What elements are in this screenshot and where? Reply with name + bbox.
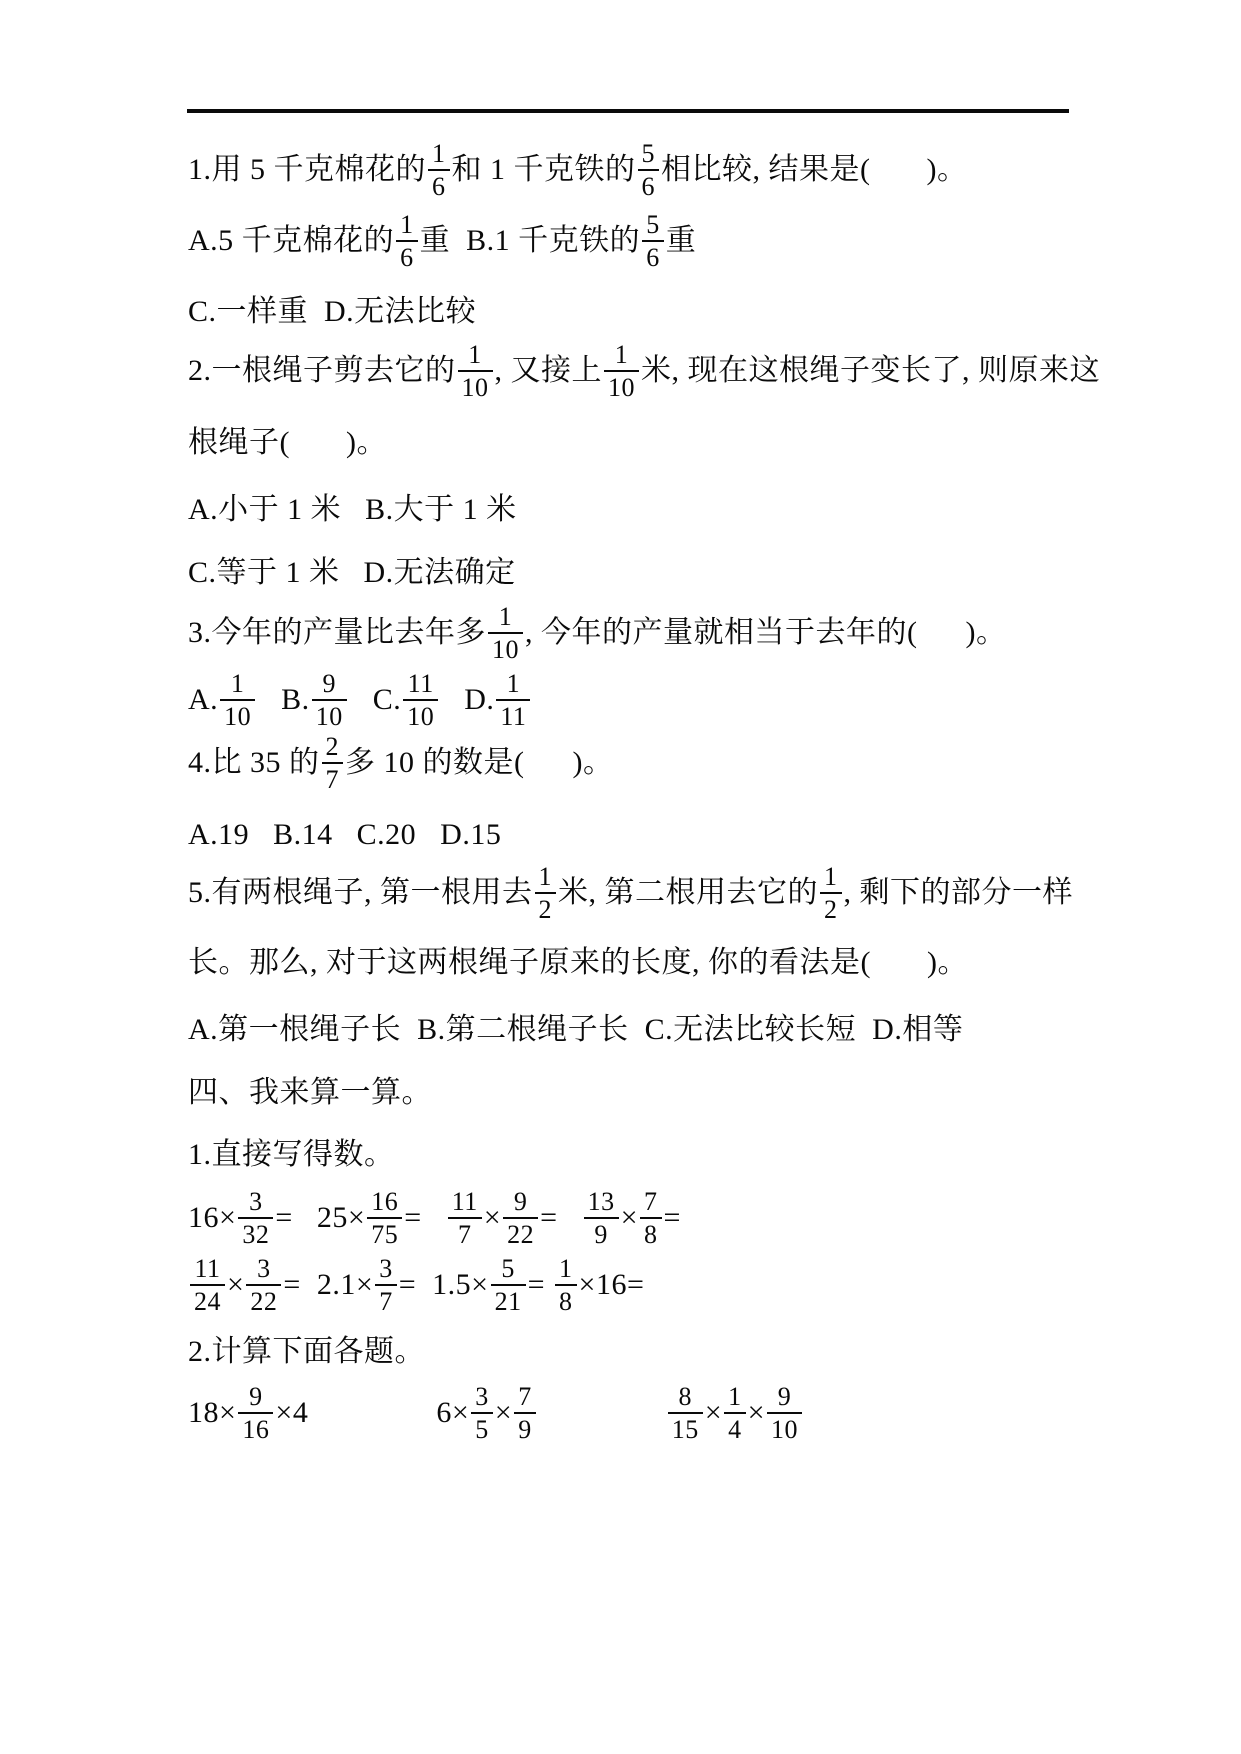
fraction-numerator: 9 — [249, 1381, 263, 1411]
fraction-numerator: 1 — [498, 601, 513, 631]
fraction — [668, 1382, 703, 1444]
fraction-numerator: 7 — [518, 1381, 532, 1411]
fraction-numerator: 1 — [824, 861, 838, 891]
fraction-denominator: 24 — [190, 1284, 225, 1316]
fraction-numerator: 5 — [641, 138, 655, 168]
fraction — [503, 1187, 538, 1249]
text-run: 2.计算下面各题。 — [188, 1335, 425, 1368]
text-run: = — [663, 1201, 681, 1234]
text-run: × — [494, 1396, 513, 1429]
fraction-numerator: 3 — [379, 1253, 393, 1283]
question-5-part-1 — [188, 860, 1073, 926]
question-1-options-ab — [188, 208, 696, 274]
text-run: C. — [348, 683, 402, 716]
fraction — [604, 340, 639, 402]
fraction-numerator: 5 — [646, 209, 660, 239]
question-5-options — [188, 997, 963, 1063]
question-2-options-ab — [188, 477, 517, 543]
fraction — [491, 1254, 526, 1316]
fraction-denominator: 10 — [312, 699, 347, 731]
fraction-denominator: 8 — [555, 1284, 577, 1316]
calc-row-2 — [188, 1252, 644, 1318]
fraction-denominator: 21 — [491, 1284, 526, 1316]
fraction-denominator: 10 — [458, 370, 493, 402]
fraction-denominator: 6 — [396, 240, 418, 272]
fraction — [238, 1187, 273, 1249]
text-run: 重 — [665, 224, 697, 257]
text-run: D. — [440, 683, 495, 716]
text-run: ×16= — [578, 1268, 645, 1301]
text-run: 6× — [436, 1396, 470, 1429]
fraction-denominator: 22 — [246, 1284, 281, 1316]
fraction-numerator: 13 — [587, 1186, 615, 1216]
text-run: A.5 千克棉花的 — [188, 224, 395, 257]
fraction — [448, 1187, 482, 1249]
fraction-denominator: 75 — [367, 1217, 402, 1249]
question-1 — [188, 137, 967, 203]
fraction-denominator: 10 — [488, 632, 523, 664]
calc-instruction-1 — [188, 1122, 395, 1188]
text-run: = — [540, 1201, 582, 1234]
fraction — [246, 1254, 281, 1316]
question-2-part-2 — [188, 410, 387, 476]
text-run: × — [704, 1396, 723, 1429]
fraction-denominator: 9 — [584, 1217, 619, 1249]
text-run: , 又接上 — [494, 354, 602, 387]
text-run: 长。那么, 对于这两根绳子原来的长度, 你的看法是( )。 — [188, 946, 968, 979]
fraction-denominator: 32 — [238, 1217, 273, 1249]
calc-instruction-2 — [188, 1319, 425, 1385]
fraction — [375, 1254, 397, 1316]
fraction-denominator: 6 — [428, 169, 450, 201]
fraction — [555, 1254, 577, 1316]
fraction — [322, 732, 344, 794]
text-run — [308, 1398, 436, 1428]
text-run: × — [620, 1201, 638, 1234]
question-2-part-1 — [188, 338, 1100, 404]
fraction-numerator: 1 — [506, 668, 521, 698]
fraction-numerator: 1 — [432, 138, 446, 168]
text-run: = 1.5× — [398, 1268, 489, 1301]
fraction-numerator: 1 — [538, 861, 552, 891]
fraction-denominator: 2 — [820, 892, 842, 924]
fraction-denominator: 7 — [448, 1217, 482, 1249]
question-1-options-cd — [188, 279, 476, 345]
fraction-numerator: 9 — [513, 1186, 528, 1216]
fraction — [396, 210, 418, 272]
fraction — [458, 340, 493, 402]
fraction-denominator: 7 — [322, 762, 344, 794]
text-run: B. — [257, 683, 310, 716]
text-run: , 今年的产量就相当于去年的( )。 — [525, 616, 1007, 649]
fraction-denominator: 22 — [503, 1217, 538, 1249]
fraction-numerator: 11 — [194, 1253, 221, 1283]
fraction-numerator: 9 — [777, 1381, 792, 1411]
fraction — [488, 602, 523, 664]
fraction-numerator: 9 — [322, 668, 336, 698]
fraction — [367, 1187, 402, 1249]
calc-row-3 — [188, 1380, 804, 1446]
text-run: 18× — [188, 1396, 237, 1429]
fraction — [820, 862, 842, 924]
text-run: 5.有两根绳子, 第一根用去 — [188, 876, 533, 909]
fraction — [535, 862, 557, 924]
text-run — [538, 1398, 666, 1428]
fraction — [638, 139, 660, 201]
fraction-denominator: 2 — [535, 892, 557, 924]
fraction — [471, 1382, 493, 1444]
fraction-denominator: 11 — [496, 699, 530, 731]
fraction-denominator: 10 — [767, 1412, 802, 1444]
fraction-denominator: 5 — [471, 1412, 493, 1444]
text-run: 和 1 千克铁的 — [451, 153, 636, 186]
question-3-options — [188, 667, 532, 733]
fraction — [220, 669, 255, 731]
text-run: 四、我来算一算。 — [188, 1076, 432, 1109]
fraction — [403, 669, 438, 731]
fraction-numerator: 7 — [644, 1186, 658, 1216]
fraction — [238, 1382, 273, 1444]
fraction — [767, 1382, 802, 1444]
text-run: = 2.1× — [283, 1268, 374, 1301]
text-run: C.一样重 D.无法比较 — [188, 295, 477, 328]
fraction-denominator: 10 — [403, 699, 438, 731]
text-run: × — [483, 1201, 502, 1234]
text-run: A. — [188, 683, 219, 716]
fraction-numerator: 1 — [468, 339, 482, 369]
text-run: 1.直接写得数。 — [188, 1138, 395, 1171]
text-run: A.第一根绳子长 B.第二根绳子长 C.无法比较长短 D.相等 — [188, 1013, 964, 1046]
question-4-options — [188, 802, 501, 868]
fraction — [496, 669, 530, 731]
text-run: A.19 B.14 C.20 D.15 — [188, 818, 502, 851]
fraction-numerator: 3 — [475, 1381, 489, 1411]
text-run: ×4 — [275, 1396, 309, 1429]
fraction-denominator: 10 — [604, 370, 639, 402]
fraction-numerator: 5 — [501, 1253, 515, 1283]
fraction — [584, 1187, 619, 1249]
fraction-numerator: 16 — [371, 1186, 399, 1216]
fraction-denominator: 7 — [375, 1284, 397, 1316]
question-2-options-cd — [188, 540, 516, 606]
text-run: A.小于 1 米 B.大于 1 米 — [188, 493, 517, 526]
text-run: 米, 第二根用去它的 — [558, 876, 818, 909]
fraction — [640, 1187, 662, 1249]
fraction-numerator: 1 — [559, 1253, 573, 1283]
text-run: 4.比 35 的 — [188, 746, 320, 779]
fraction-numerator: 1 — [400, 209, 414, 239]
fraction-numerator: 2 — [325, 731, 339, 761]
text-run: 根绳子( )。 — [188, 426, 387, 459]
fraction-denominator: 10 — [220, 699, 255, 731]
fraction — [724, 1382, 746, 1444]
text-run: × — [747, 1396, 766, 1429]
fraction-numerator: 11 — [407, 668, 434, 698]
fraction-numerator: 8 — [678, 1381, 692, 1411]
text-run: 2.一根绳子剪去它的 — [188, 354, 456, 387]
text-run: 1.用 5 千克棉花的 — [188, 153, 426, 186]
text-run: 米, 现在这根绳子变长了, 则原来这 — [641, 354, 1100, 387]
fraction-denominator: 15 — [668, 1412, 703, 1444]
question-3 — [188, 600, 1006, 666]
text-run: 16× — [188, 1201, 237, 1234]
divider-line — [187, 109, 1069, 113]
fraction — [190, 1254, 225, 1316]
question-5-part-2 — [188, 930, 968, 996]
fraction-numerator: 3 — [249, 1186, 263, 1216]
text-run: C.等于 1 米 D.无法确定 — [188, 556, 516, 589]
fraction-numerator: 1 — [230, 668, 245, 698]
fraction-denominator: 6 — [642, 240, 664, 272]
text-run: 相比较, 结果是( )。 — [661, 153, 968, 186]
fraction-numerator: 3 — [257, 1253, 271, 1283]
fraction-numerator: 1 — [614, 339, 629, 369]
calc-row-1 — [188, 1185, 681, 1251]
fraction-numerator: 11 — [451, 1186, 478, 1216]
text-run: 重 B.1 千克铁的 — [419, 224, 641, 257]
fraction-numerator: 1 — [728, 1381, 742, 1411]
fraction-denominator: 9 — [514, 1412, 536, 1444]
fraction — [642, 210, 664, 272]
fraction — [312, 669, 347, 731]
text-run: , 剩下的部分一样 — [843, 876, 1073, 909]
text-run: = — [527, 1268, 554, 1301]
fraction-denominator: 4 — [724, 1412, 746, 1444]
fraction — [514, 1382, 536, 1444]
fraction — [428, 139, 450, 201]
text-run: 3.今年的产量比去年多 — [188, 616, 486, 649]
fraction-denominator: 16 — [238, 1412, 273, 1444]
text-run: = 25× — [275, 1201, 366, 1234]
text-run: = — [404, 1201, 446, 1234]
text-run: 多 10 的数是( )。 — [345, 746, 614, 779]
section-4-heading — [188, 1060, 432, 1126]
fraction-denominator: 8 — [640, 1217, 662, 1249]
question-4 — [188, 730, 613, 796]
text-run: × — [227, 1268, 245, 1301]
fraction-denominator: 6 — [638, 169, 660, 201]
